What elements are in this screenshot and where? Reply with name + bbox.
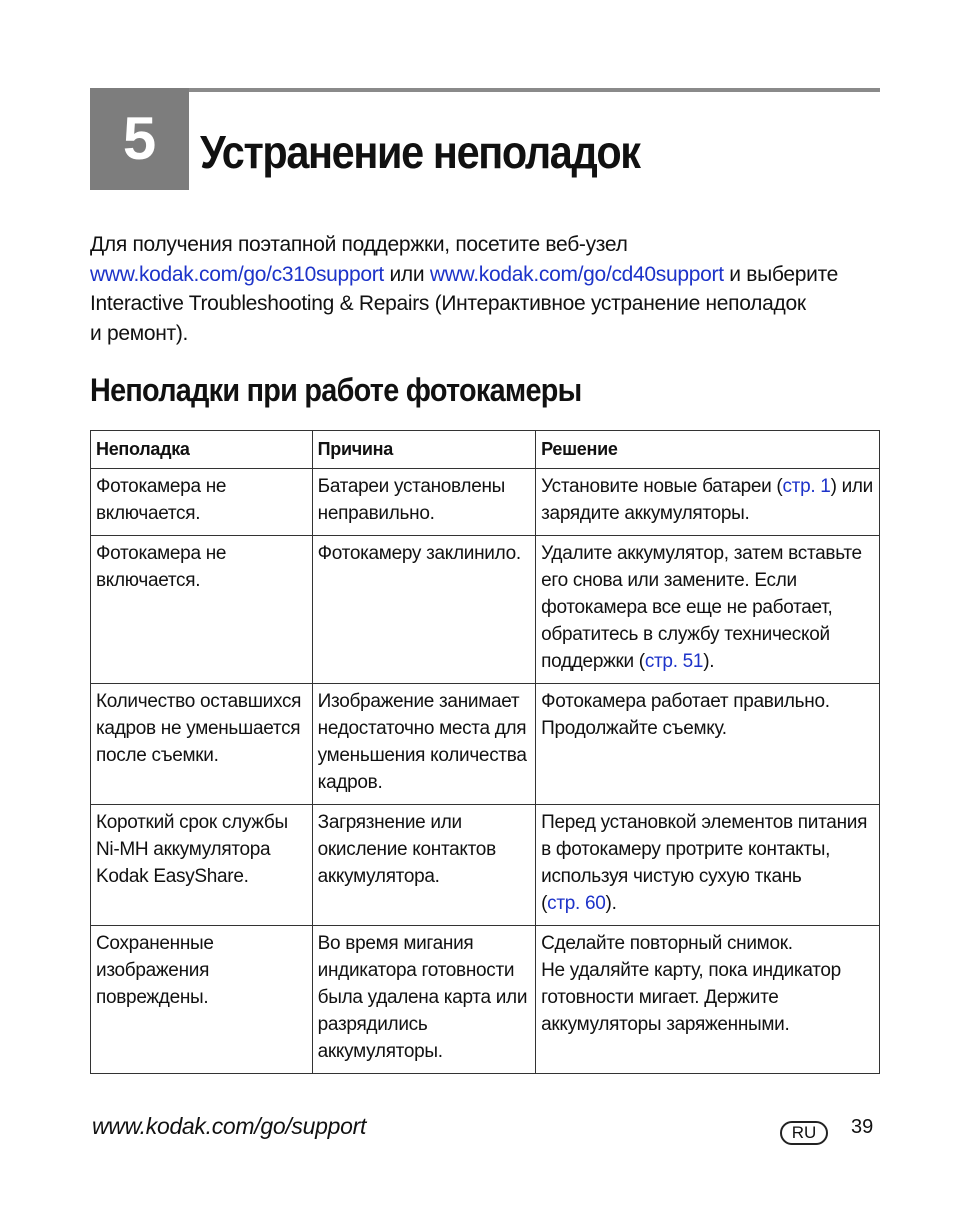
cause-cell (312, 536, 535, 684)
header-solution: Решение (536, 431, 880, 469)
intro-line (90, 260, 880, 290)
problem-cell (91, 805, 313, 926)
cell-line: аккумуляторы заряженными. (541, 1014, 790, 1035)
c310-support-link[interactable]: www.kodak.com/go/c310support (90, 262, 384, 286)
page-ref-link[interactable]: стр. 60 (547, 893, 606, 914)
cell-line: обратитесь в службу технической (541, 624, 830, 645)
cause-cell (312, 926, 535, 1074)
cell-line: фотокамера все еще не работает, (541, 597, 833, 618)
intro-line: Для получения поэтапной поддержки, посетите веб-узел (90, 233, 628, 256)
cell-line (541, 473, 873, 500)
cell-line: готовности мигает. Держите (541, 987, 779, 1008)
page-ref-link[interactable]: стр. 51 (644, 651, 704, 672)
cell-line: Загрязнение или (317, 812, 462, 833)
solution-cell (536, 805, 880, 926)
table-row (91, 469, 880, 536)
chapter-number: 5 (90, 88, 189, 190)
chapter-title: Устранение неполадок (200, 126, 640, 178)
problem-cell (91, 536, 313, 684)
cause-cell (312, 805, 535, 926)
cell-line: Удалите аккумулятор, затем вставьте (541, 543, 862, 564)
cell-line: окисление контактов (317, 839, 496, 860)
cell-line: его снова или замените. Если (541, 570, 797, 591)
table-row (91, 805, 880, 926)
intro-line: Interactive Troubleshooting & Repairs (Интерактивное устранение неполадок (90, 292, 806, 315)
header-problem: Неполадка (91, 431, 313, 469)
cell-line: Kodak EasyShare. (96, 866, 249, 887)
cell-line: кадров. (317, 772, 383, 793)
intro-paragraph (90, 230, 880, 348)
cell-line: Продолжайте съемку. (541, 718, 727, 739)
text: ). (703, 651, 715, 672)
text: ) или (830, 476, 873, 497)
page-number: 39 (851, 1116, 874, 1138)
cell-line: Ni-MH аккумулятора (96, 839, 271, 860)
cell-line: разрядились (317, 1014, 428, 1035)
cell-line: Во время мигания (317, 933, 474, 954)
cell-line: Не удаляйте карту, пока индикатор (541, 960, 841, 981)
cell-line: аккумулятора. (317, 866, 440, 887)
cell-line: Фотокамеру заклинило. (317, 543, 521, 564)
text: ). (605, 893, 617, 914)
table-row (91, 684, 880, 805)
cell-line: Короткий срок службы (96, 812, 288, 833)
table-row (91, 926, 880, 1074)
text: ( (541, 893, 548, 914)
intro-line: и ремонт). (90, 321, 189, 345)
cell-line (541, 648, 873, 675)
footer-support-url[interactable]: www.kodak.com/go/support (92, 1113, 367, 1139)
cd40-support-link[interactable]: www.kodak.com/go/cd40support (429, 262, 724, 286)
cell-line: зарядите аккумуляторы. (541, 503, 750, 524)
cause-cell (312, 469, 535, 536)
text: Установите новые батареи ( (541, 476, 783, 497)
cell-line: Батареи установлены (317, 476, 506, 497)
cause-cell (312, 684, 535, 805)
cell-line: неправильно. (317, 503, 435, 524)
cell-line: аккумуляторы. (317, 1041, 443, 1062)
cell-line: Количество оставшихся (96, 691, 302, 712)
table-header-row (91, 431, 880, 469)
cell-line (541, 890, 873, 917)
cell-line: включается. (96, 503, 201, 524)
cell-line: уменьшения количества (317, 745, 527, 766)
cell-line: Сохраненные (96, 933, 214, 954)
cell-line: включается. (96, 570, 201, 591)
troubleshooting-table (90, 430, 880, 1074)
problem-cell (91, 684, 313, 805)
cell-line: кадров не уменьшается (96, 718, 301, 739)
cell-line: недостаточно места для (317, 718, 527, 739)
problem-cell (91, 926, 313, 1074)
solution-cell (536, 469, 880, 536)
cell-line: была удалена карта или (317, 987, 528, 1008)
table-row (91, 536, 880, 684)
solution-cell (536, 684, 880, 805)
cell-line: в фотокамеру протрите контакты, (541, 839, 831, 860)
cell-line: повреждены. (96, 987, 209, 1008)
cell-line: Фотокамера не (96, 476, 227, 497)
cell-line: Фотокамера работает правильно. (541, 691, 830, 712)
solution-cell (536, 926, 880, 1074)
cell-line: индикатора готовности (317, 960, 515, 981)
cell-line: Фотокамера не (96, 543, 227, 564)
problem-cell (91, 469, 313, 536)
text: поддержки ( (541, 651, 645, 672)
page-ref-link[interactable]: стр. 1 (782, 476, 831, 497)
chapter-top-rule (189, 88, 880, 92)
header-cause: Причина (312, 431, 535, 469)
solution-cell (536, 536, 880, 684)
intro-or: или (383, 262, 430, 286)
cell-line: Сделайте повторный снимок. (541, 933, 793, 954)
cell-line: Перед установкой элементов питания (541, 812, 868, 833)
cell-line: используя чистую сухую ткань (541, 866, 802, 887)
section-title: Неполадки при работе фотокамеры (90, 372, 582, 408)
cell-line: после съемки. (96, 745, 219, 766)
intro-after-links: и выберите (723, 262, 839, 286)
cell-line: изображения (96, 960, 210, 981)
cell-line: Изображение занимает (317, 691, 520, 712)
language-badge: RU (780, 1121, 828, 1145)
